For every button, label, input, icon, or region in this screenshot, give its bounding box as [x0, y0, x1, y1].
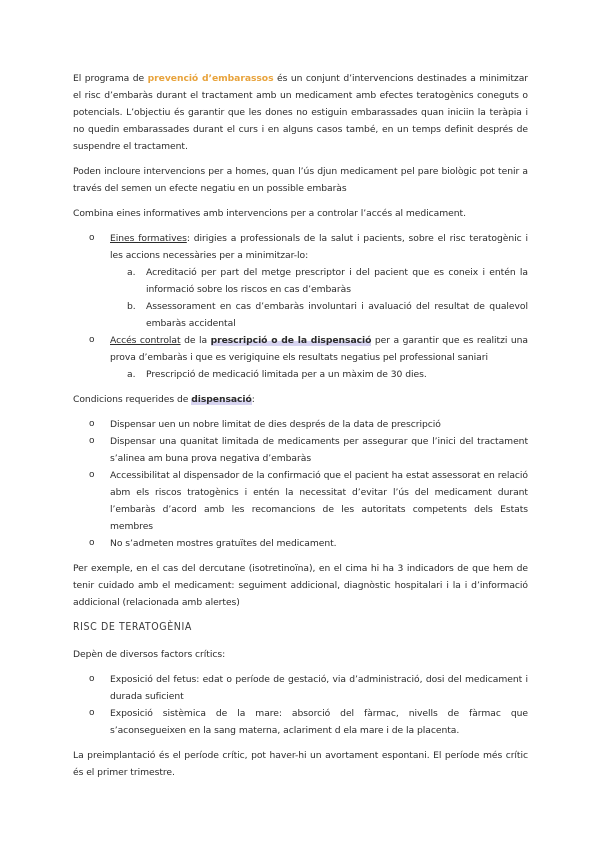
controlled-access-mid: de la — [180, 335, 211, 346]
list-item: o Exposició sistèmica de la mare: absorció del fàrmac, nivells de fàrmac que s’aconsegueixen en la sang materna, aclariment d ela mare i de la placenta. — [73, 705, 528, 739]
tools-list — [73, 230, 528, 383]
controlled-access-text: per a garantir que es realitzi una prova d’embaràs i que es verigiquine els resultats negatius pel professional saniari — [110, 335, 528, 363]
conditions-intro-colon: : — [251, 394, 255, 405]
training-sublist — [110, 264, 528, 332]
list-item — [110, 366, 528, 383]
list-marker: b. — [127, 301, 136, 312]
list-item — [73, 332, 528, 383]
list-item: o Accessibilitat al dispensador de la confirmació que el pacient ha estat assessorat en relació abm els riscos tratogènics i entén la necessitat d’evitar l’ús del medicament durant l’embaràs d’acord amb les recomancions de les autoritats competents dels Estats membres — [73, 467, 528, 535]
list-marker: a. — [127, 267, 136, 278]
conditions-list — [73, 416, 528, 552]
list-marker: a. — [127, 369, 136, 380]
section-heading: RISC DE TERATOGÈNIA — [73, 621, 192, 633]
access-sublist — [110, 366, 528, 383]
list-item-text: Acreditació per part del metge prescriptor i del pacient que es coneix i entén la informació sobre los riscos en cas d’embaràs — [146, 267, 528, 295]
highlight-pregnancy-prevention: prevenció d’embarassos — [147, 73, 274, 84]
combine-paragraph: Combina eines informatives amb intervencions per a controlar l’accés al medicament. — [73, 208, 466, 219]
highlight-dispensing: dispensació — [191, 394, 252, 405]
list-item: o Exposició del fetus: edat o període de gestació, via d’administració, dosi del medicament i durada suficient — [73, 671, 528, 705]
risk-list — [73, 671, 528, 739]
list-item-text: Assessorament en cas d’embaràs involuntari i avaluació del resultat de qualevol embaràs accidental — [146, 301, 528, 329]
list-item: o Dispensar uen un nobre limitat de dies després de la data de prescripció — [73, 416, 528, 433]
risk-intro: Depèn de diversos factors crítics: — [73, 649, 226, 660]
intro-text-rest: és un conjunt d’intervencions destinades a minimitzar el risc d’embaràs durant el tractament amb un medicament amb efectes teratogènics coneguts o potencials. L’objectiu és garantir que les dones no estiguin embarassades quan iniciin la teràpia i no quedin embarassades durant el curs i en alguns casos també, en un temps definit després de suspendre el tractament. — [73, 73, 529, 152]
intro-paragraph — [73, 70, 528, 155]
list-item: o No s’admeten mostres gratuïtes del medicament. — [73, 535, 528, 552]
list-item: o Dispensar una quanitat limitada de medicaments per assegurar que l’inici del tractament s’alinea am buna prova negativa d’embaràs — [73, 433, 528, 467]
list-item-text: Prescripció de medicació limitada per a un màxim de 30 dies. — [146, 369, 427, 380]
list-item — [73, 230, 528, 332]
men-paragraph: Poden incloure intervencions per a homes, quan l’ús djun medicament pel pare biològic pot tenir a través del semen un efecte negatiu en un possible embaràs — [73, 166, 528, 194]
closing-paragraph: La preimplantació és el període crític, pot haver-hi un avortament espontani. El període més crític és el primer trimestre. — [73, 750, 528, 778]
controlled-access-title: Accés controlat — [110, 335, 181, 346]
document-body — [73, 70, 528, 789]
highlight-prescription: prescripció o de la dispensació — [210, 335, 372, 346]
training-tools-text: : dirigies a professionals de la salut i pacients, sobre el risc teratogènic i les accions necessàries per a minimitzar-lo: — [110, 233, 528, 261]
training-tools-title: Eines formatives — [110, 233, 187, 244]
conditions-intro-text: Condicions requerides de — [73, 394, 192, 405]
list-item — [110, 264, 528, 298]
conditions-intro — [73, 391, 528, 408]
list-item — [110, 298, 528, 332]
example-paragraph: Per exemple, en el cas del dercutane (isotretinoïna), en el cima hi ha 3 indicadors de que hem de tenir cuidado amb el medicament: seguiment addicional, diagnòstic hospitalari i la i d’informació addicional (relacionada amb alertes) — [73, 563, 528, 608]
intro-text-start: El programa de — [73, 73, 148, 84]
